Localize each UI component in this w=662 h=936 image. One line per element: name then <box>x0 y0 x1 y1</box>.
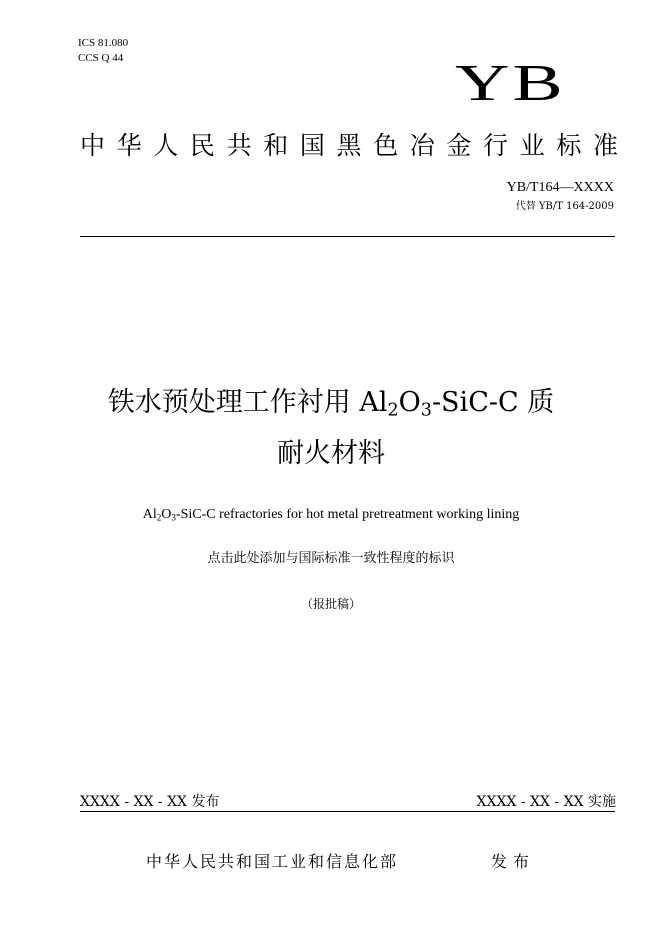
org-title-char: 华 <box>116 131 142 160</box>
org-title-char: 和 <box>263 131 289 160</box>
bottom-divider <box>80 811 615 812</box>
org-title-char: 中 <box>80 131 106 160</box>
title-subscript: 2 <box>387 400 399 421</box>
ccs-code: CCS Q 44 <box>78 52 124 64</box>
org-title-char: 人 <box>153 131 179 160</box>
org-title-char: 国 <box>299 131 325 160</box>
org-title-char: 冶 <box>409 131 435 160</box>
org-title-char: 准 <box>592 131 618 160</box>
org-title-char: 金 <box>446 131 472 160</box>
org-title-char: 色 <box>373 131 399 160</box>
org-title-char: 共 <box>226 131 252 160</box>
issue-date: XXXX - XX - XX 发布 <box>80 794 220 810</box>
publisher-name: 中华人民共和国工业和信息化部 <box>146 852 399 871</box>
replaces-standard: 代替 YB/T 164-2009 <box>515 201 614 212</box>
english-title-part: O <box>161 507 172 522</box>
industry-standard-title <box>80 130 618 162</box>
publish-label: 发布 <box>491 852 536 871</box>
yb-logo: YB <box>455 55 566 112</box>
document-title-line2: 耐火材料 <box>277 438 385 469</box>
top-divider <box>80 236 615 237</box>
org-title-char: 行 <box>483 131 509 160</box>
english-title-part: Al <box>142 507 157 522</box>
title-text-part: O <box>398 387 421 418</box>
english-title-part: -SiC-C refractories for hot metal pretreatment working lining <box>175 507 520 522</box>
english-title-subscript: 3 <box>171 512 176 523</box>
draft-status: （报批稿） <box>300 597 361 611</box>
consistency-placeholder-field[interactable]: 点击此处添加与国际标准一致性程度的标识 <box>207 551 455 566</box>
org-title-char: 民 <box>189 131 215 160</box>
org-title-char: 标 <box>556 131 582 160</box>
implementation-date: XXXX - XX - XX 实施 <box>476 794 616 810</box>
standard-number: YB/T164—XXXX <box>506 180 614 195</box>
title-text-part: -SiC-C 质 <box>431 387 555 418</box>
org-title-char: 黑 <box>336 131 362 160</box>
title-subscript: 3 <box>420 400 432 421</box>
english-title-subscript: 2 <box>156 512 162 523</box>
english-title <box>0 506 662 524</box>
org-title-char: 业 <box>519 131 545 160</box>
title-text-part: 铁水预处理工作衬用 Al <box>107 387 388 418</box>
ics-code: ICS 81.080 <box>78 37 129 49</box>
document-title-line1 <box>0 385 662 421</box>
